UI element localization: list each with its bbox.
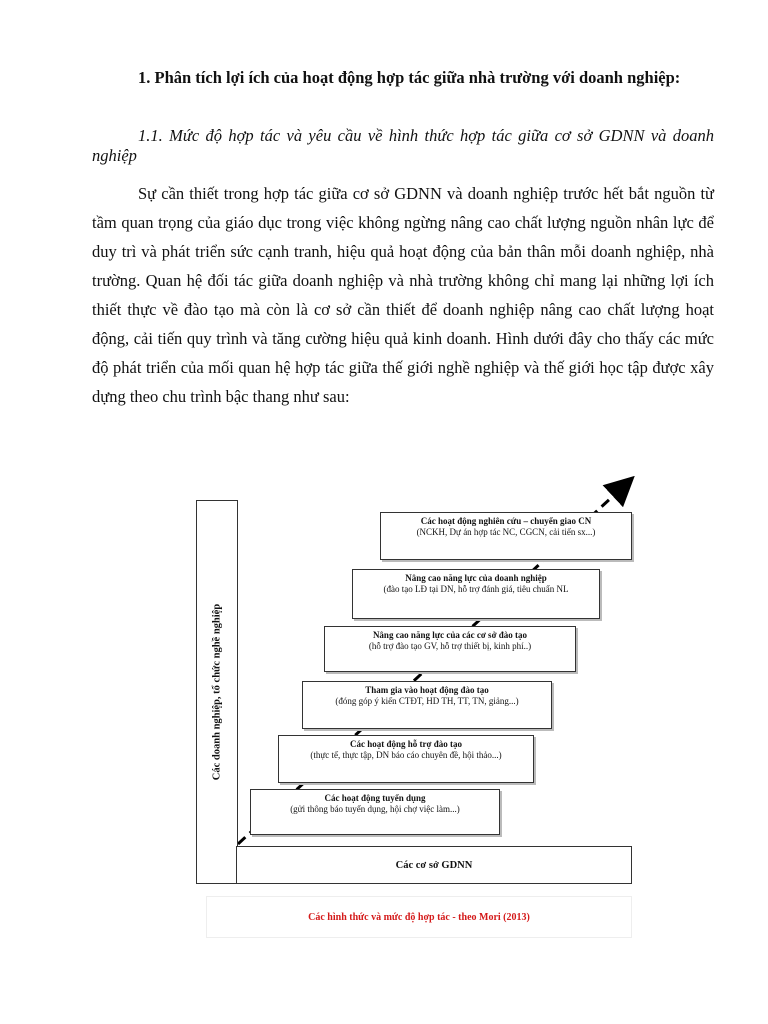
base-box	[236, 846, 632, 884]
cooperation-staircase-figure	[190, 476, 638, 938]
step-3	[302, 681, 552, 729]
step-title: Các hoạt động hỗ trợ đào tạo	[350, 739, 462, 749]
body-paragraph: Sự cần thiết trong hợp tác giữa cơ sở GDNN và doanh nghiệp trước hết bắt nguồn từ tầm quan trọng của giáo dục trong việc không ngừng nâng cao chất lượng nguồn nhân lực để duy trì và phát triển sức cạnh tranh, hiệu quả hoạt động của bản thân mỗi doanh nghiệp, nhà trường. Quan hệ đối tác giữa doanh nghiệp và nhà trường không chỉ mang lại những lợi ích thiết thực về đào tạo mà còn là cơ sở cần thiết để doanh nghiệp nâng cao chất lượng hoạt động, cải tiến quy trình và tăng cường hiệu quả kinh doanh. Hình dưới đây cho thấy các mức độ phát triển của mối quan hệ hợp tác giữa thế giới nghề nghiệp và thế giới học tập được xây dựng theo chu trình bậc thang như sau:	[92, 184, 714, 406]
step-title: Nâng cao năng lực của doanh nghiệp	[405, 573, 547, 583]
step-description: (hỗ trợ đào tạo GV, hỗ trợ thiết bị, kinh phí..)	[368, 641, 532, 651]
step-title: Nâng cao năng lực của các cơ sở đào tạo	[372, 630, 528, 640]
step-title: Các hoạt động nghiên cứu – chuyển giao CN	[420, 516, 592, 526]
step-1	[250, 789, 500, 835]
step-description: (gửi thông báo tuyển dụng, hội chợ việc làm...)	[290, 804, 460, 814]
step-6	[380, 512, 632, 560]
step-description: (đào tạo LĐ tại DN, hỗ trợ đánh giá, tiêu chuẩn NL	[383, 584, 569, 594]
step-4	[324, 626, 576, 672]
section-heading: 1. Phân tích lợi ích của hoạt động hợp tác giữa nhà trường với doanh nghiệp:	[138, 68, 681, 87]
step-description: (đóng góp ý kiến CTĐT, HD TH, TT, TN, giảng...)	[335, 696, 519, 706]
base-label: Các cơ sở GDNN	[395, 859, 473, 871]
step-title: Tham gia vào hoạt động đào tạo	[365, 685, 489, 695]
business-side-box	[196, 500, 238, 884]
step-5	[352, 569, 600, 619]
vertical-label: Các doanh nghiệp, tổ chức nghề nghiệp	[211, 603, 223, 781]
caption-text: Các hình thức và mức độ hợp tác - theo Mori (2013)	[308, 911, 530, 923]
step-2	[278, 735, 534, 783]
step-description: (NCKH, Dự án hợp tác NC, CGCN, cải tiến sx...)	[416, 527, 596, 537]
subsection-heading: 1.1. Mức độ hợp tác và yêu cầu về hình thức hợp tác giữa cơ sở GDNN và doanh nghiệp	[92, 126, 714, 165]
figure-caption	[206, 896, 632, 938]
step-title: Các hoạt động tuyển dụng	[324, 793, 426, 803]
step-description: (thực tế, thực tập, DN báo cáo chuyên đề, hội thảo...)	[310, 750, 502, 760]
